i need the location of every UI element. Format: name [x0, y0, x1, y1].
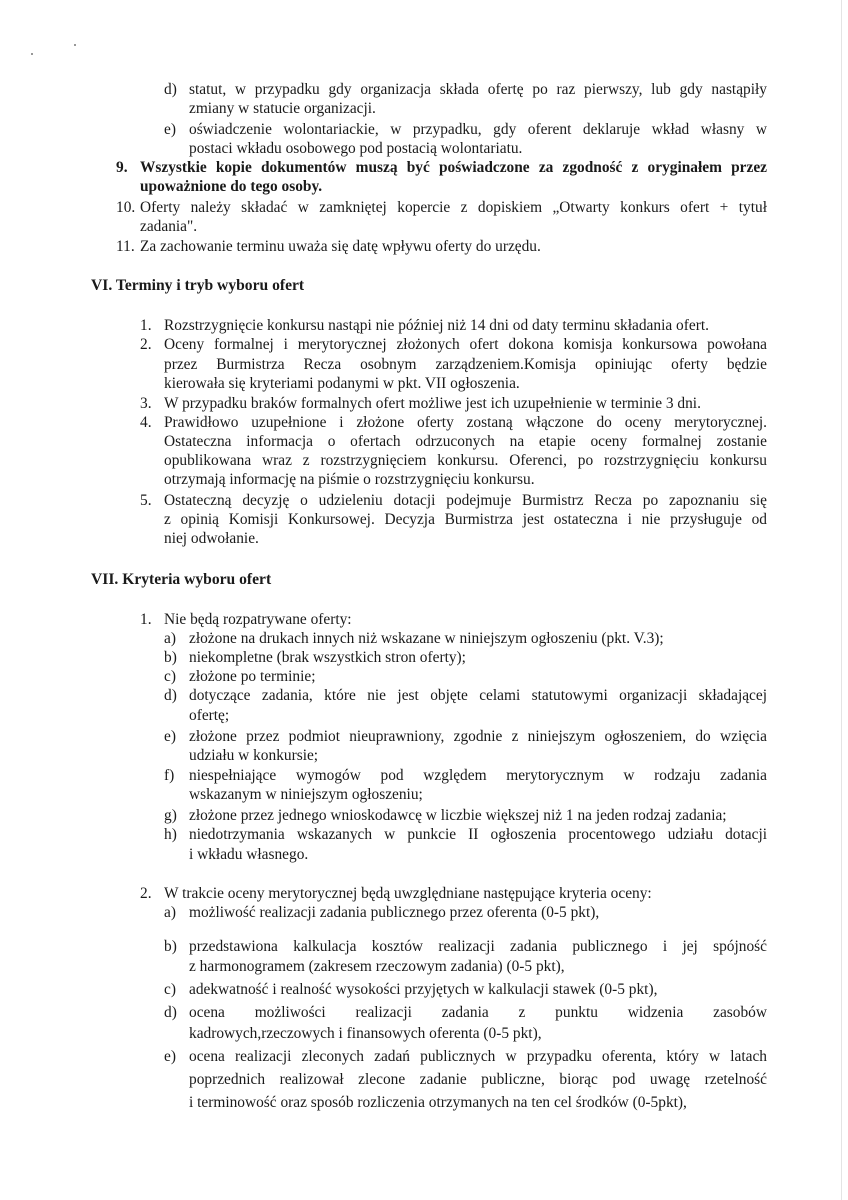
list-item-text: Oceny formalnej i merytorycznej złożonych ofert dokona komisja konkursowa powołana	[164, 336, 767, 353]
list-item-text: Za zachowanie terminu uważa się datę wpływu oferty do urzędu.	[140, 238, 541, 255]
section-heading: VII. Kryteria wyboru ofert	[91, 571, 272, 588]
list-item-text: możliwość realizacji zadania publicznego przez oferenta (0-5 pkt),	[189, 904, 600, 921]
list-item-text: W trakcie oceny merytorycznej będą uwzględniane następujące kryteria oceny:	[164, 885, 652, 902]
list-marker: h)	[164, 826, 177, 843]
list-item-text: upoważnione do tego osoby.	[140, 178, 323, 195]
list-marker: 1.	[140, 317, 152, 334]
list-marker: e)	[164, 1048, 176, 1065]
section-heading: VI. Terminy i tryb wyboru ofert	[91, 277, 305, 294]
list-marker: e)	[164, 121, 176, 138]
list-item-text: zmiany w statucie organizacji.	[189, 100, 376, 117]
list-item-text: i terminowość oraz sposób rozliczenia otrzymanych na ten cel środków (0-5pkt),	[189, 1094, 687, 1111]
list-marker: b)	[164, 649, 177, 666]
list-item-text: zadania".	[140, 218, 198, 235]
list-marker: e)	[164, 728, 176, 745]
list-item-text: dotyczące zadania, które nie jest objęte celami statutowymi organizacji składającej	[189, 687, 767, 704]
list-item-text: z opinią Komisji Konkursowej. Decyzja Burmistrza jest ostateczna i nie przysługuje od	[164, 511, 767, 528]
list-marker: 2.	[140, 885, 152, 902]
list-item-text: postaci wkładu osobowego pod postacią wolontariatu.	[189, 140, 523, 157]
list-item-text: adekwatność i realność wysokości przyjętych w kalkulacji stawek (0-5 pkt),	[189, 981, 658, 998]
list-item-text: Rozstrzygnięcie konkursu nastąpi nie później niż 14 dni od daty terminu składania ofert.	[164, 317, 709, 334]
list-marker: d)	[164, 687, 177, 704]
scan-speck	[74, 44, 76, 46]
list-marker: f)	[164, 767, 175, 784]
list-marker: g)	[164, 807, 177, 824]
list-item-text: niekompletne (brak wszystkich stron oferty);	[189, 649, 466, 666]
list-marker: 3.	[140, 395, 152, 412]
list-item-text: oświadczenie wolontariackie, w przypadku, gdy oferent deklaruje wkład własny w	[189, 121, 767, 138]
list-item-text: złożone na drukach innych niż wskazane w niniejszym ogłoszeniu (pkt. V.3);	[189, 630, 664, 647]
list-item-text: złożone po terminie;	[189, 668, 316, 685]
list-marker: 5.	[140, 492, 152, 509]
list-item-text: opublikowana wraz z rozstrzygnięciem konkursu. Oferenci, po rozstrzygnięciu konkursu	[164, 452, 767, 469]
list-item-text: złożone przez jednego wnioskodawcę w liczbie większej niż 1 na jeden rodzaj zadania;	[189, 807, 727, 824]
list-marker: a)	[164, 630, 176, 647]
list-item-text: Prawidłowo uzupełnione i złożone oferty zostaną włączone do oceny merytorycznej.	[164, 414, 767, 431]
list-item-text: przez Burmistrza Recza osobnym zarządzeniem.Komisja opiniując oferty będzie	[164, 356, 767, 373]
list-item-text: niespełniające wymogów pod względem merytorycznym w rodzaju zadania	[189, 767, 767, 784]
list-item-text: poprzednich realizował zlecone zadanie publiczne, biorąc pod uwagę rzetelność	[189, 1071, 767, 1088]
list-marker: 1.	[140, 611, 152, 628]
list-marker: a)	[164, 904, 176, 921]
list-marker: 4.	[140, 414, 152, 431]
list-item-text: wskazanym w niniejszym ogłoszeniu;	[189, 786, 423, 803]
list-marker: b)	[164, 938, 177, 955]
list-item-text: Nie będą rozpatrywane oferty:	[164, 611, 352, 628]
page-edge-shadow	[841, 0, 842, 1200]
list-marker: c)	[164, 981, 176, 998]
list-item-text: udziału w konkursie;	[189, 747, 319, 764]
list-item-text: niej odwołanie.	[164, 530, 259, 547]
list-item-text: przedstawiona kalkulacja kosztów realizacji zadania publicznego i jej spójność	[189, 938, 767, 955]
scan-speck	[31, 53, 33, 55]
list-item-text: z harmonogramem (zakresem rzeczowym zadania) (0-5 pkt),	[189, 958, 565, 975]
list-marker: 9.	[116, 159, 128, 176]
list-item-text: niedotrzymania wskazanych w punkcie II ogłoszenia procentowego udziału dotacji	[189, 826, 767, 843]
list-item-text: Ostateczną decyzję o udzieleniu dotacji podejmuje Burmistrz Recza po zapoznaniu się	[164, 492, 767, 509]
list-item-text: ocena realizacji zleconych zadań publicznych w przypadku oferenta, który w latach	[189, 1048, 767, 1065]
list-item-text: Ostateczna informacja o ofertach odrzuconych na etapie oceny formalnej zostanie	[164, 433, 767, 450]
list-item-text: Oferty należy składać w zamkniętej kopercie z dopiskiem „Otwarty konkurs ofert + tytuł	[140, 199, 767, 216]
list-item-text: Wszystkie kopie dokumentów muszą być poświadczone za zgodność z oryginałem przez	[140, 159, 767, 176]
list-marker: c)	[164, 668, 176, 685]
list-item-text: i wkładu własnego.	[189, 846, 309, 863]
list-marker: d)	[164, 81, 177, 98]
list-item-text: kadrowych,rzeczowych i finansowych oferenta (0-5 pkt),	[189, 1025, 542, 1042]
list-item-text: statut, w przypadku gdy organizacja składa ofertę po raz pierwszy, lub gdy nastąpiły	[189, 81, 767, 98]
list-marker: d)	[164, 1004, 177, 1021]
list-marker: 11.	[116, 238, 135, 255]
list-item-text: otrzymają informację na piśmie o rozstrzygnięciu konkursu.	[164, 471, 535, 488]
list-item-text: kierowała się kryteriami podanymi w pkt. VII ogłoszenia.	[164, 375, 520, 392]
list-item-text: ofertę;	[189, 707, 230, 724]
list-item-text: W przypadku braków formalnych ofert możliwe jest ich uzupełnienie w terminie 3 dni.	[164, 395, 701, 412]
list-item-text: ocena możliwości realizacji zadania z punktu widzenia zasobów	[189, 1004, 767, 1021]
list-marker: 2.	[140, 336, 152, 353]
list-marker: 10.	[116, 199, 136, 216]
list-item-text: złożone przez podmiot nieuprawniony, zgodnie z niniejszym ogłoszeniem, do wzięcia	[189, 728, 767, 745]
